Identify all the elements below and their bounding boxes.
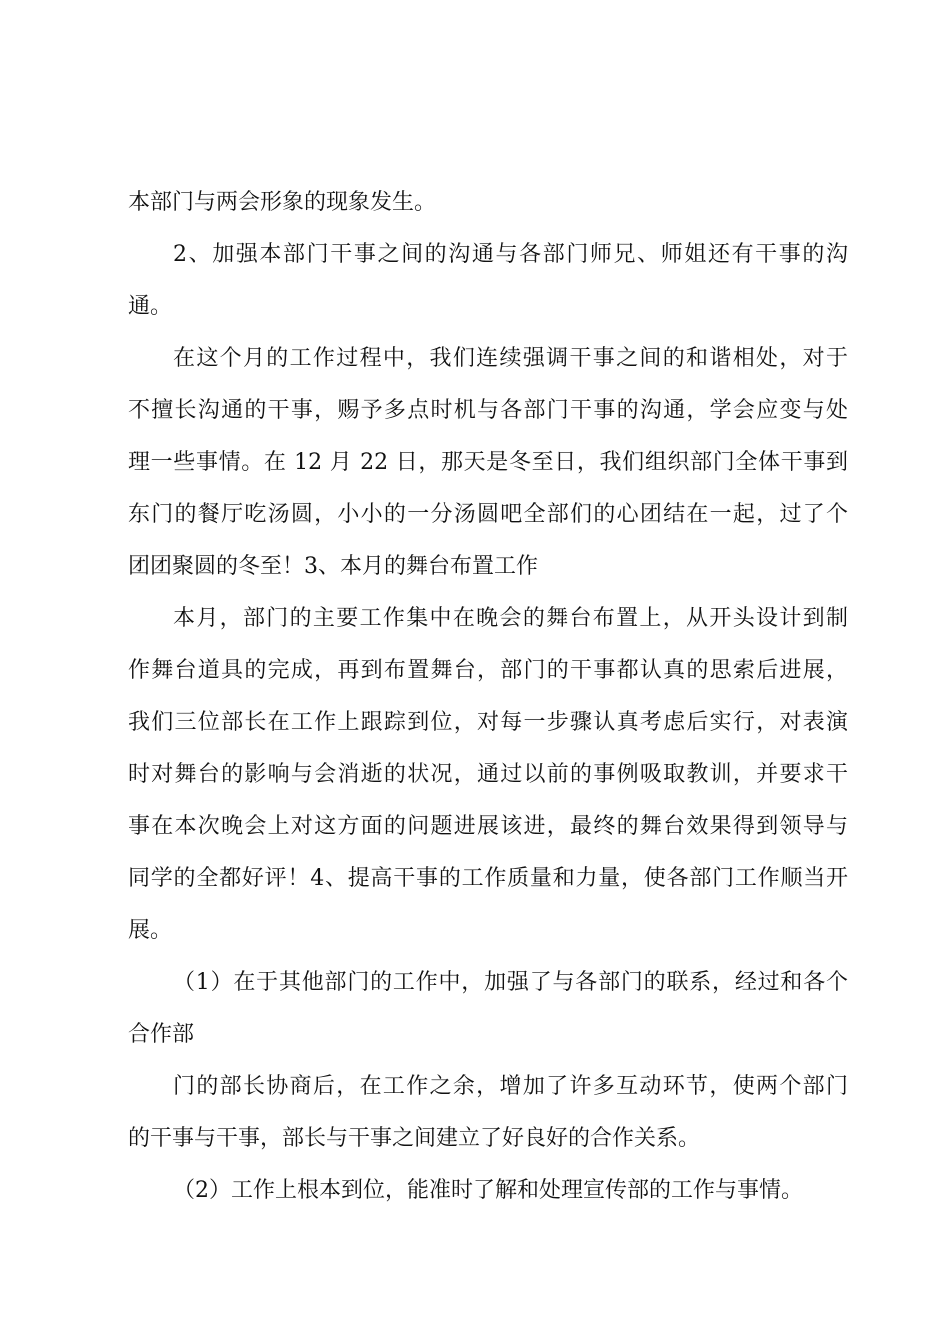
- text-line: （1）在于其他部门的工作中，加强了与各部门的联系，经过和各个: [173, 970, 848, 995]
- text-line: 不擅长沟通的干事，赐予多点时机与各部门干事的沟通，学会应变与处: [128, 398, 848, 423]
- text-line: 作舞台道具的完成，再到布置舞台，部门的干事都认真的思索后进展，: [128, 658, 848, 683]
- text-line: 展。: [128, 918, 173, 943]
- text-line: 通。: [128, 294, 173, 319]
- text-line: 的干事与干事，部长与干事之间建立了好良好的合作关系。: [128, 1126, 701, 1151]
- text-line: 东门的餐厅吃汤圆，小小的一分汤圆吧全部们的心团结在一起，过了个: [128, 502, 848, 527]
- text-line: 在这个月的工作过程中，我们连续强调干事之间的和谐相处，对于: [173, 346, 848, 371]
- text-line: 门的部长协商后，在工作之余，增加了许多互动环节，使两个部门: [173, 1074, 848, 1099]
- text-line: 本部门与两会形象的现象发生。: [128, 190, 437, 215]
- text-line: 团团聚圆的冬至！3、本月的舞台布置工作: [128, 554, 538, 579]
- text-line: 本月，部门的主要工作集中在晚会的舞台布置上，从开头设计到制: [173, 606, 848, 631]
- text-line: 我们三位部长在工作上跟踪到位，对每一步骤认真考虑后实行，对表演: [128, 710, 848, 735]
- text-line: 理一些事情。在 12 月 22 日，那天是冬至日，我们组织部门全体干事到: [128, 450, 848, 475]
- text-line: （2）工作上根本到位，能准时了解和处理宣传部的工作与事情。: [173, 1178, 803, 1203]
- text-line: 同学的全都好评！4、提高干事的工作质量和力量，使各部门工作顺当开: [128, 866, 848, 891]
- text-line: 2、加强本部门干事之间的沟通与各部门师兄、师姐还有干事的沟: [173, 242, 848, 267]
- text-line: 事在本次晚会上对这方面的问题进展该进，最终的舞台效果得到领导与: [128, 814, 848, 839]
- text-line: 时对舞台的影响与会消逝的状况，通过以前的事例吸取教训，并要求干: [128, 762, 848, 787]
- text-line: 合作部: [128, 1022, 195, 1047]
